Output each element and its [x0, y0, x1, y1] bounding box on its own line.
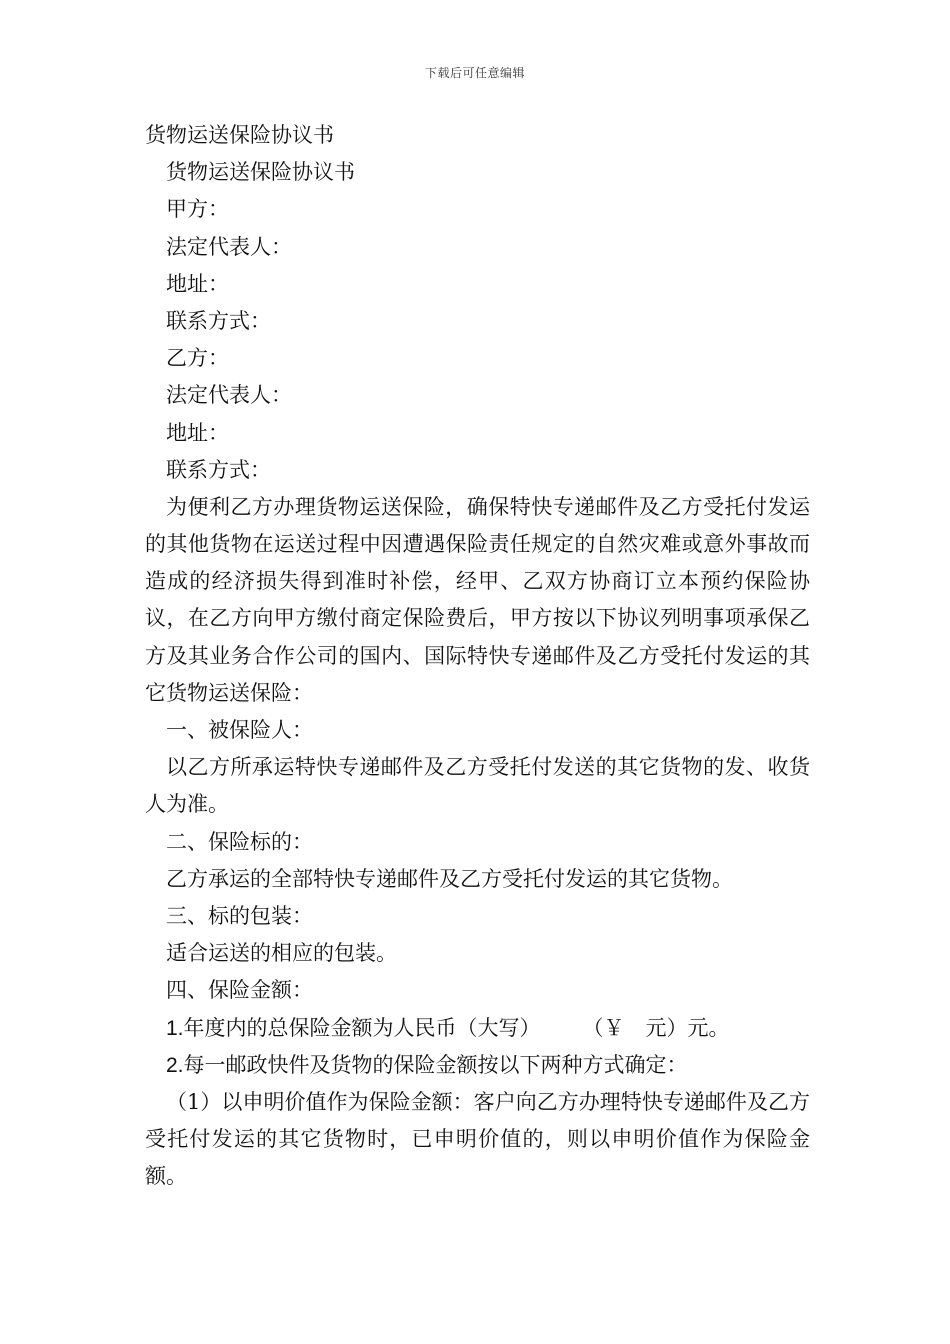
document-title: 货物运送保险协议书 [145, 123, 334, 147]
section-3-title: 三、标的包装： [166, 904, 313, 929]
item-2-text: 每一邮政快件及货物的保险金额按以下两种方式确定： [183, 1052, 688, 1077]
party-b-representative: 法定代表人： [166, 383, 292, 408]
party-b-label: 乙方： [166, 346, 229, 371]
section-4-item-2-sub-1: （1）以申明价值作为保险金额：客户向乙方办理特快专递邮件及乙方受托付发运的其它货物时，已申明价值的，则以申明价值作为保险金额。 [145, 1090, 810, 1189]
intro-paragraph: 为便利乙方办理货物运送保险，确保特快专递邮件及乙方受托付发运的其他货物在运送过程中因遭遇保险责任规定的自然灾难或意外事故而造成的经济损失得到准时补偿，经甲、乙双方协商订立本预约保险协议，在乙方向甲方缴付商定保险费后，甲方按以下协议列明事项承保乙方及其业务合作公司的国内、国际特快专递邮件及乙方受托付发运的其它货物运送保险： [145, 494, 810, 705]
party-b-address: 地址： [166, 420, 229, 445]
section-4-item-1 [145, 1010, 810, 1047]
section-4-item-2 [145, 1047, 810, 1084]
section-2-title: 二、保险标的： [166, 829, 313, 854]
party-a-label: 甲方： [166, 197, 229, 222]
section-4-title: 四、保险金额： [166, 978, 313, 1003]
section-1-title: 一、被保险人： [166, 718, 313, 743]
party-a-contact: 联系方式： [166, 308, 271, 333]
section-1-body: 以乙方所承运特快专递邮件及乙方受托付发送的其它货物的发、收货人为准。 [145, 755, 810, 817]
document-subtitle: 货物运送保险协议书 [166, 160, 355, 185]
document-body [145, 117, 810, 1196]
section-2-body: 乙方承运的全部特快专递邮件及乙方受托付发运的其它货物。 [166, 866, 733, 891]
party-b-contact: 联系方式： [166, 457, 271, 482]
item-1-text-b: （￥ 元）元。 [582, 1015, 730, 1040]
header-note: 下载后可任意编辑 [424, 66, 525, 80]
party-a-address: 地址： [166, 271, 229, 296]
item-1-text-a: 年度内的总保险金额为人民币（大写） [183, 1015, 541, 1040]
item-1-number: 1. [166, 1016, 184, 1040]
party-a-representative: 法定代表人： [166, 234, 292, 259]
item-2-number: 2. [166, 1053, 184, 1077]
section-3-body: 适合运送的相应的包装。 [166, 941, 397, 966]
